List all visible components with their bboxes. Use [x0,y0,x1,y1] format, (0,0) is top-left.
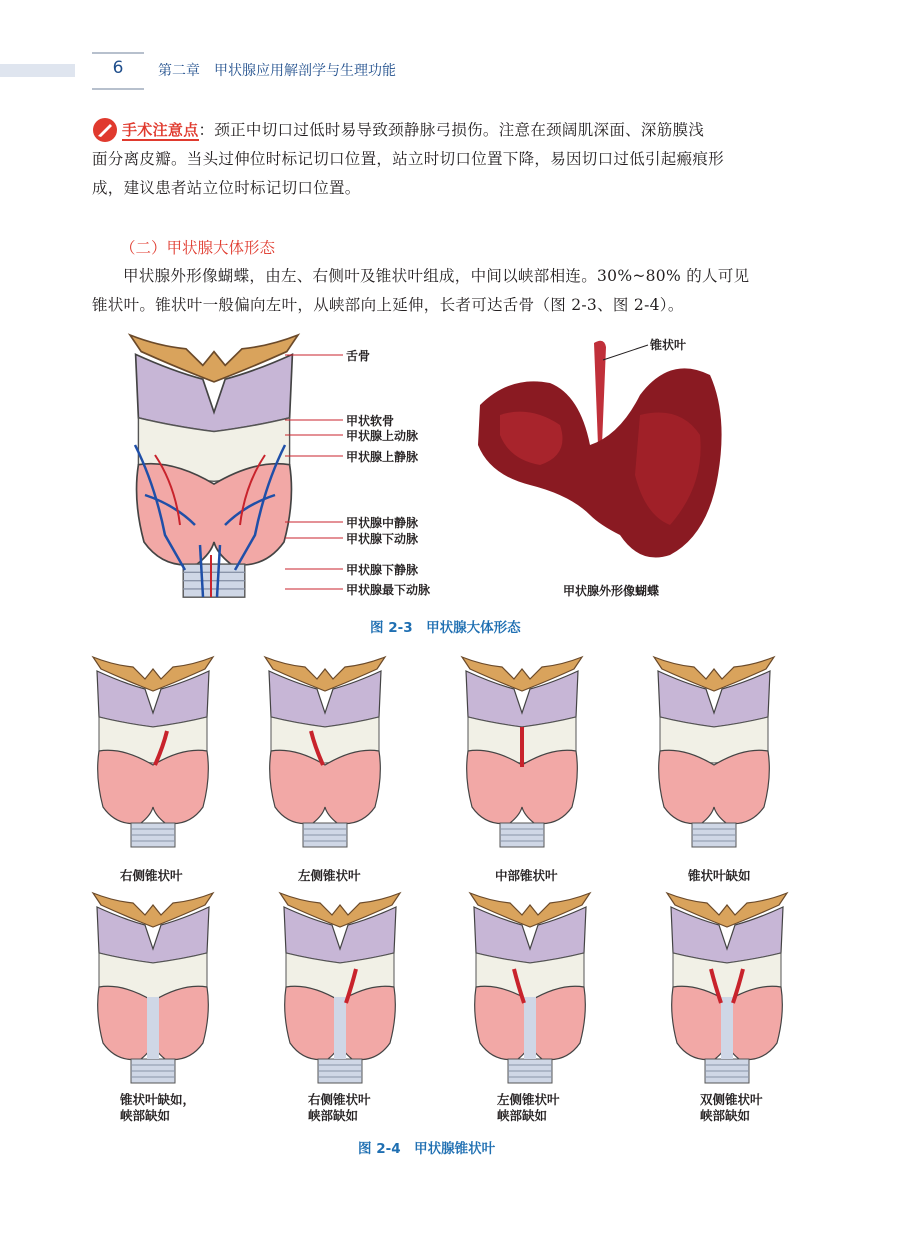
label-inferior-thyroid-vein: 甲状腺下静脉 [346,563,419,577]
label-inferior-thyroid-artery: 甲状腺下动脉 [346,532,419,546]
variant-absent-no-isthmus [93,893,223,1093]
label-thyroid-ima-artery: 甲状腺最下动脉 [346,583,431,597]
figure-2-3-caption: 图 2-3 甲状腺大体形态 [370,620,521,636]
variant-3-label: 中部锥状叶 [495,868,558,883]
variant-7-label: 左侧锥状叶 峡部缺如 [497,1092,560,1123]
label-superior-thyroid-artery: 甲状腺上动脉 [346,429,419,443]
variant-right-pyramidal [93,657,223,857]
variant-8-label: 双侧锥状叶 峡部缺如 [700,1092,763,1123]
specimen-leader-line [603,343,653,363]
variant-4-label: 锥状叶缺如 [688,868,751,883]
label-middle-thyroid-vein: 甲状腺中静脉 [346,516,419,530]
variant-bilateral-no-isthmus [667,893,797,1093]
note-line-1: ：颈正中切口过低时易导致颈静脉弓损伤。注意在颈阔肌深面、深筋膜浅 [198,121,705,139]
variant-5-label: 锥状叶缺如， 峡部缺如 [120,1092,196,1123]
thyroid-anatomy-illustration [125,335,300,600]
variant-pyramidal-absent [654,657,784,857]
variant-right-no-isthmus [280,893,410,1093]
figure-2-4-caption: 图 2-4 甲状腺锥状叶 [358,1141,496,1157]
note-line-3: 成，建议患者站立位时标记切口位置。 [92,179,361,197]
chapter-title: 第二章 甲状腺应用解剖学与生理功能 [158,63,396,79]
label-pyramidal-lobe: 锥状叶 [650,338,687,352]
variant-2-label: 左侧锥状叶 [298,868,361,883]
label-superior-thyroid-vein: 甲状腺上静脉 [346,450,419,464]
variant-left-pyramidal [265,657,395,857]
note-label: 手术注意点 [122,121,199,139]
label-hyoid: 舌骨 [346,349,371,363]
photo-caption: 甲状腺外形像蝴蝶 [563,584,660,598]
section-line-2: 锥状叶。锥状叶一般偏向左叶，从峡部向上延伸，长者可达舌骨（图 2-3、图 2-4）。 [92,296,684,314]
section-title: （二）甲状腺大体形态 [120,239,276,257]
note-line-2: 面分离皮瓣。当头过伸位时标记切口位置，站立时切口位置下降，易因切口过低引起瘢痕形 [92,150,725,168]
variant-6-label: 右侧锥状叶 峡部缺如 [308,1092,371,1123]
variant-middle-pyramidal [462,657,592,857]
label-thyroid-cartilage: 甲状软骨 [346,414,395,428]
variant-left-no-isthmus [470,893,600,1093]
header-band [0,64,75,77]
variant-1-label: 右侧锥状叶 [120,868,183,883]
thyroid-specimen-photo [470,335,730,575]
page-number: 6 [112,58,124,78]
note-paragraph [92,116,792,203]
section-paragraph [92,262,792,320]
section-line-1: 甲状腺外形像蝴蝶，由左、右侧叶及锥状叶组成，中间以峡部相连。30%~80% 的人可见 [123,267,750,285]
label-leader-lines [285,345,345,595]
